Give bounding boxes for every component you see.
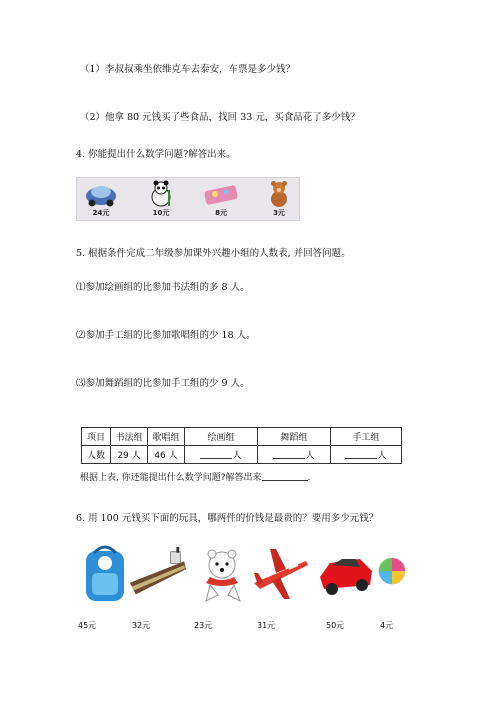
toy-panda-price: 10元 — [152, 209, 170, 217]
table-header: 书法组 — [111, 428, 148, 446]
teddy-bear-icon — [259, 180, 299, 208]
toy-ship — [128, 543, 190, 605]
q3-sub2: （2）他拿 80 元钱买了些食品，找回 33 元，买食品花了多少钱？ — [80, 112, 360, 123]
answer-blank[interactable] — [345, 449, 377, 459]
q5-condition-2: ⑵参加手工组的比参加歌唱组的少 18 人。 — [76, 330, 256, 341]
toy-airplane — [250, 543, 310, 605]
table-cell-painting[interactable]: 人 — [185, 446, 258, 464]
ship-icon — [128, 543, 188, 605]
table-cell-calligraphy: 29 人 — [111, 446, 148, 464]
polar-bear-price: 23元 — [194, 621, 213, 630]
q6-title: 6. 用 100 元钱买下面的玩具，哪两件的价钱是最贵的？要用多少元钱？ — [76, 513, 379, 524]
race-car-price: 50元 — [326, 621, 345, 630]
polar-bear-icon — [196, 543, 256, 605]
beach-ball-price: 4元 — [380, 621, 394, 630]
q4-title: 4. 你能提出什么数学问题?解答出来。 — [76, 149, 236, 160]
answer-blank[interactable] — [273, 449, 305, 459]
ship-price: 32元 — [132, 621, 151, 630]
toy-backpack — [76, 543, 136, 605]
pencil-box-icon — [201, 180, 241, 208]
table-header: 歌唱组 — [148, 428, 185, 446]
toy-picture-strip — [76, 177, 300, 221]
q5-title: 5. 根据条件完成二年级参加课外兴趣小组的人数表, 并回答问题。 — [76, 248, 351, 259]
backpack-price: 45元 — [78, 621, 97, 630]
table-header: 绘画组 — [185, 428, 258, 446]
toy-race-car — [316, 543, 376, 605]
toy-polar-bear — [196, 543, 256, 605]
airplane-icon — [250, 543, 310, 605]
table-cell-dance[interactable]: 人 — [258, 446, 331, 464]
followup-answer-blank[interactable] — [262, 471, 308, 481]
toy-bear — [259, 180, 299, 218]
beach-ball-icon — [374, 543, 434, 605]
answer-blank[interactable] — [200, 449, 232, 459]
table-header-row — [82, 428, 402, 446]
table-header: 项目 — [82, 428, 111, 446]
toy-bear-price: 3元 — [273, 209, 285, 217]
table-header: 手工组 — [331, 428, 402, 446]
panda-icon — [141, 180, 181, 208]
interest-group-table — [81, 427, 402, 464]
table-row — [82, 446, 402, 464]
q5-condition-1: ⑴参加绘画组的比参加书法组的多 8 人。 — [76, 282, 250, 293]
toy-car — [81, 180, 121, 218]
q5-condition-3: ⑶参加舞蹈组的比参加手工组的少 9 人。 — [76, 378, 250, 389]
toy-pencil-box-price: 8元 — [215, 209, 227, 217]
table-cell-singing: 46 人 — [148, 446, 185, 464]
airplane-price: 31元 — [257, 621, 276, 630]
race-car-icon — [316, 543, 376, 605]
table-row-label: 人数 — [82, 446, 111, 464]
table-header: 舞蹈组 — [258, 428, 331, 446]
q3-sub1: （1）李叔叔乘坐依维克车去泰安，车票是多少钱？ — [80, 64, 296, 75]
toy-beach-ball — [374, 543, 434, 605]
toy-pencil-box — [201, 180, 241, 218]
car-icon — [81, 180, 121, 208]
toy-panda — [141, 180, 181, 218]
q5-followup: 根据上表, 你还能提出什么数学问题?解答出来 . — [80, 473, 311, 483]
backpack-icon — [76, 543, 136, 605]
toy-car-price: 24元 — [92, 209, 110, 217]
table-cell-handcraft[interactable]: 人 — [331, 446, 402, 464]
